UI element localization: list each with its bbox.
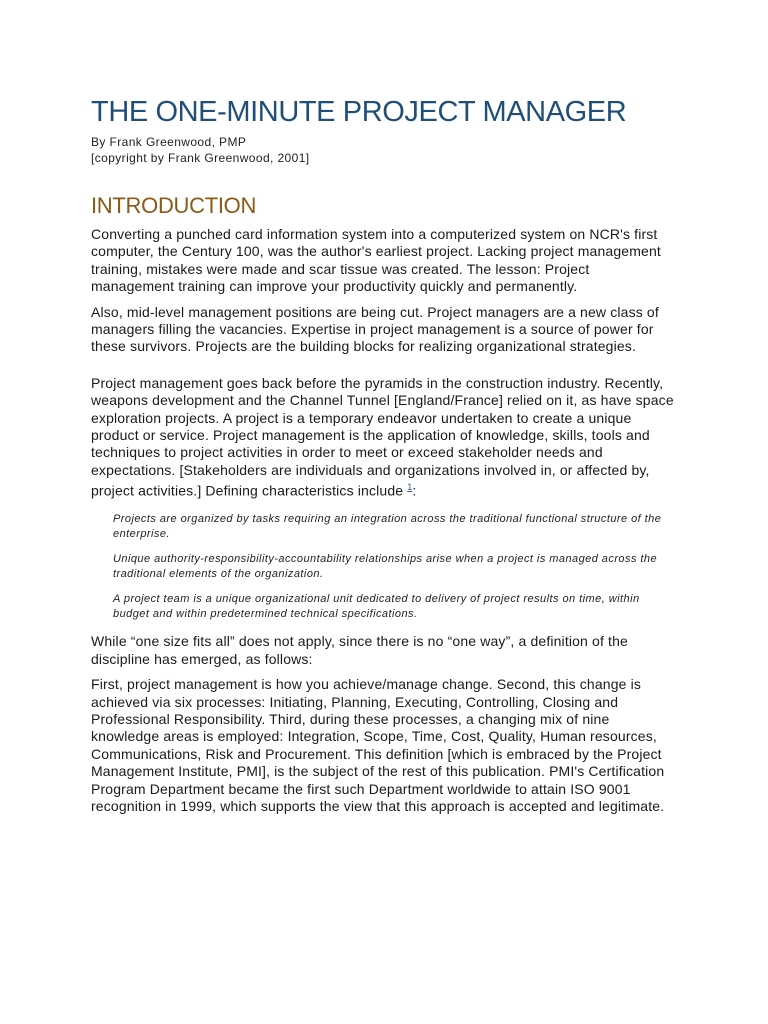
characteristic-quote: Projects are organized by tasks requiring an integration across the traditional functional structure of the enterprise.	[113, 513, 662, 540]
document-title: THE ONE-MINUTE PROJECT MANAGER	[91, 96, 627, 128]
paragraph-3-text: Project management goes back before the pyramids in the construction industry. Recently, weapons development and the Channel Tunnel [England/France] relied on it, as have space exploration projects. A project is a temporary endeavor undertaken to create a unique product or service. Project management is the application of knowledge, skills, tools and techniques to project activities in order to meet or exceed stakeholder needs and expectations. [Stakeholders are individuals and organizations involved in, or affected by, project activities.] Defining characteristics include	[91, 374, 674, 499]
characteristics-list	[113, 512, 674, 621]
footnote-link[interactable]: 1	[407, 482, 413, 493]
byline	[91, 134, 674, 166]
characteristic-quote: Unique authority-responsibility-accountability relationships arise when a project is managed across the traditional elements of the organization.	[113, 553, 658, 580]
paragraph-2: Also, mid-level management positions are being cut. Project managers are a new class of managers filling the vacancies. Expertise in project management is a source of power for these survivors. Projects are the building blocks for realizing organizational strategies.	[91, 303, 659, 355]
paragraph-5: First, project management is how you achieve/manage change. Second, this change is achieved via six processes: Initiating, Planning, Executing, Controlling, Closing and Professional Responsibility. Third, during these processes, a changing mix of nine knowledge areas is employed: Integration, Scope, Time, Cost, Quality, Human resources, Communications, Risk and Procurement. This definition [which is embraced by the Project Management Institute, PMI], is the subject of the rest of this publication. PMI's Certification Program Department became the first such Department worldwide to attain ISO 9001 recognition in 1999, which supports the view that this approach is accepted and legitimate.	[91, 676, 665, 814]
introduction-heading: INTRODUCTION	[91, 193, 257, 218]
paragraph-1: Converting a punched card information system into a computerized system on NCR's first computer, the Century 100, was the author's earliest project. Lacking project management training, mistakes were made and scar tissue was created. The lesson: Project management training can improve your productivity quickly and permanently.	[91, 226, 661, 295]
paragraph-3-tail: :	[412, 482, 417, 499]
characteristic-quote: A project team is a unique organizational unit dedicated to delivery of project results on time, within budget and within predetermined technical specifications.	[113, 593, 640, 620]
paragraph-3	[91, 375, 674, 501]
paragraph-4: While “one size fits all” does not apply, since there is no “one way”, a definition of the discipline has emerged, as follows:	[91, 633, 628, 667]
author-line: By Frank Greenwood, PMP	[91, 135, 247, 149]
copyright-line: [copyright by Frank Greenwood, 2001]	[91, 151, 310, 165]
